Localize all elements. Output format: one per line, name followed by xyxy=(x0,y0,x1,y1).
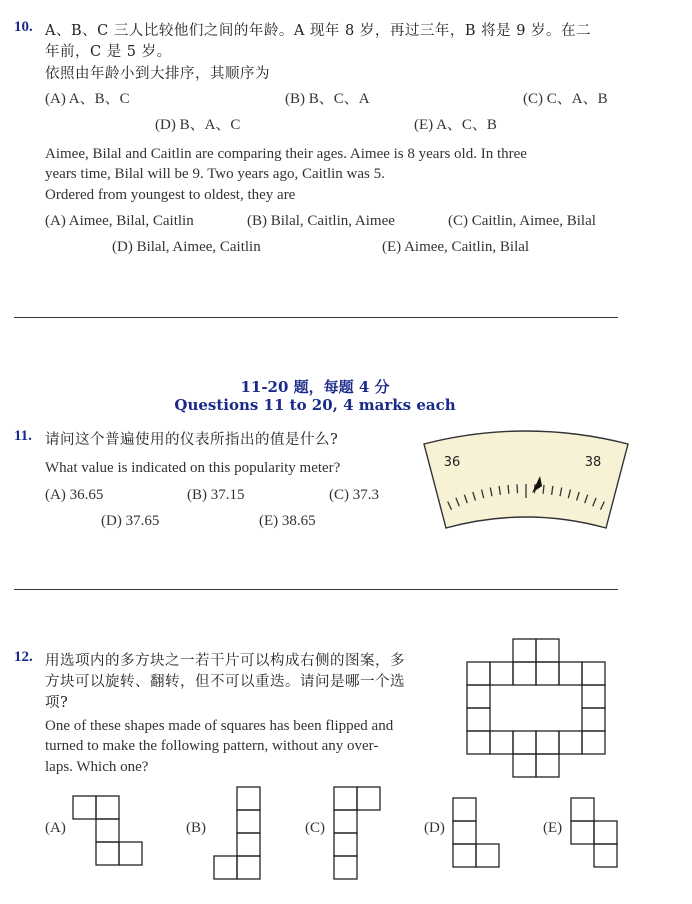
pattern-square xyxy=(582,662,605,685)
pattern-square xyxy=(467,685,490,708)
question-12-en-line-2: turned to make the following pattern, without any over- xyxy=(45,738,379,754)
option-a-square xyxy=(119,842,142,865)
option-e-square xyxy=(594,821,617,844)
option-c-square xyxy=(334,810,357,833)
pattern-square xyxy=(513,731,536,754)
question-12-zh-line-3: 项? xyxy=(45,695,69,711)
pattern-square xyxy=(513,662,536,685)
option-b-square xyxy=(237,810,260,833)
q11-option-a[interactable]: (A) 36.65 xyxy=(45,487,104,503)
q11-option-c[interactable]: (C) 37.3 xyxy=(329,487,379,503)
pattern-square xyxy=(582,685,605,708)
meter-tick xyxy=(508,485,509,494)
question-10-en-line-2: years time, Bilal will be 9. Two years ago, Caitlin was 5. xyxy=(45,166,385,182)
option-d-square xyxy=(453,844,476,867)
option-c-square xyxy=(334,856,357,879)
question-12-en-line-1: One of these shapes made of squares has been flipped and xyxy=(45,718,394,734)
pattern-square xyxy=(467,731,490,754)
question-11-zh: 请问这个普遍使用的仪表所指出的值是什么? xyxy=(45,432,339,448)
question-11-number: 11. xyxy=(14,428,32,444)
question-10-zh-line-3: 依照由年龄小到大排序，其顺序为 xyxy=(45,66,270,82)
option-a-square xyxy=(96,842,119,865)
option-d-square xyxy=(453,798,476,821)
meter-tick xyxy=(517,484,518,493)
question-10-zh-line-1: A、B、C 三人比较他们之间的年龄。A 现年 8 岁，再过三年，B 将是 9 岁。在二 xyxy=(45,23,592,39)
pattern-square xyxy=(490,731,513,754)
section-heading-en: Questions 11 to 20, 4 marks each xyxy=(174,396,456,414)
option-d-square xyxy=(453,821,476,844)
option-e-square xyxy=(571,821,594,844)
option-b-square xyxy=(237,856,260,879)
meter-label-36: 36 xyxy=(443,455,461,470)
question-10-number: 10. xyxy=(14,19,33,35)
pattern-square xyxy=(559,731,582,754)
q11-option-b[interactable]: (B) 37.15 xyxy=(187,487,245,503)
q12-option-b-label[interactable]: (B) xyxy=(186,820,206,836)
q10-en-option-a[interactable]: (A) Aimee, Bilal, Caitlin xyxy=(45,213,194,229)
pattern-square xyxy=(536,754,559,777)
option-d-square xyxy=(476,844,499,867)
question-10-en-line-3: Ordered from youngest to oldest, they are xyxy=(45,187,296,203)
meter-face xyxy=(424,431,628,528)
question-11-en: What value is indicated on this popularity meter? xyxy=(45,460,341,476)
target-pattern xyxy=(466,638,608,780)
q12-option-c-shape[interactable] xyxy=(333,786,385,882)
q10-zh-option-a[interactable]: (A) A、B、C xyxy=(45,91,130,107)
q11-option-d[interactable]: (D) 37.65 xyxy=(101,513,160,529)
pattern-square xyxy=(536,639,559,662)
option-a-square xyxy=(73,796,96,819)
q11-option-e[interactable]: (E) 38.65 xyxy=(259,513,316,529)
pattern-square xyxy=(582,731,605,754)
meter-tick xyxy=(543,485,544,494)
pattern-square xyxy=(513,754,536,777)
q10-en-option-e[interactable]: (E) Aimee, Caitlin, Bilal xyxy=(382,239,530,255)
pattern-square xyxy=(467,708,490,731)
option-c-square xyxy=(334,787,357,810)
q12-option-c-label[interactable]: (C) xyxy=(305,820,325,836)
q12-option-e-shape[interactable] xyxy=(570,797,622,871)
q10-zh-option-b[interactable]: (B) B、C、A xyxy=(285,91,370,107)
q12-option-b-shape[interactable] xyxy=(213,786,265,882)
q12-option-a-shape[interactable] xyxy=(72,795,146,869)
q12-option-d-label[interactable]: (D) xyxy=(424,820,445,836)
divider-2 xyxy=(14,589,618,590)
option-b-square xyxy=(237,833,260,856)
q12-option-a-label[interactable]: (A) xyxy=(45,820,66,836)
question-10-zh-line-2: 年前，C 是 5 岁。 xyxy=(45,44,172,60)
popularity-meter xyxy=(418,424,634,534)
meter-label-38: 38 xyxy=(584,455,602,470)
option-c-square xyxy=(357,787,380,810)
option-a-square xyxy=(96,796,119,819)
q10-zh-option-e[interactable]: (E) A、C、B xyxy=(414,117,497,133)
pattern-square xyxy=(536,731,559,754)
option-e-square xyxy=(571,798,594,821)
section-heading-zh: 11-20 题，每题 4 分 xyxy=(240,378,390,396)
q10-zh-option-c[interactable]: (C) C、A、B xyxy=(523,91,608,107)
pattern-square xyxy=(582,708,605,731)
q10-en-option-b[interactable]: (B) Bilal, Caitlin, Aimee xyxy=(247,213,395,229)
pattern-square xyxy=(559,662,582,685)
question-10-en-line-1: Aimee, Bilal and Caitlin are comparing their ages. Aimee is 8 years old. In three xyxy=(45,146,527,162)
pattern-square xyxy=(513,639,536,662)
question-12-zh-line-2: 方块可以旋转、翻转，但不可以重迭。请问是哪一个选 xyxy=(45,674,405,690)
option-b-square xyxy=(237,787,260,810)
question-12-number: 12. xyxy=(14,649,33,665)
question-12-en-line-3: laps. Which one? xyxy=(45,759,149,775)
pattern-square xyxy=(490,662,513,685)
pattern-square xyxy=(536,662,559,685)
q12-option-d-shape[interactable] xyxy=(452,797,504,871)
q10-en-option-c[interactable]: (C) Caitlin, Aimee, Bilal xyxy=(448,213,596,229)
divider-1 xyxy=(14,317,618,318)
option-c-square xyxy=(334,833,357,856)
q12-option-e-label[interactable]: (E) xyxy=(543,820,563,836)
question-12-zh-line-1: 用选项内的多方块之一若干片可以构成右侧的图案，多 xyxy=(45,653,405,669)
option-a-square xyxy=(96,819,119,842)
option-b-square xyxy=(214,856,237,879)
q10-zh-option-d[interactable]: (D) B、A、C xyxy=(155,117,241,133)
q10-en-option-d[interactable]: (D) Bilal, Aimee, Caitlin xyxy=(112,239,261,255)
pattern-square xyxy=(467,662,490,685)
option-e-square xyxy=(594,844,617,867)
